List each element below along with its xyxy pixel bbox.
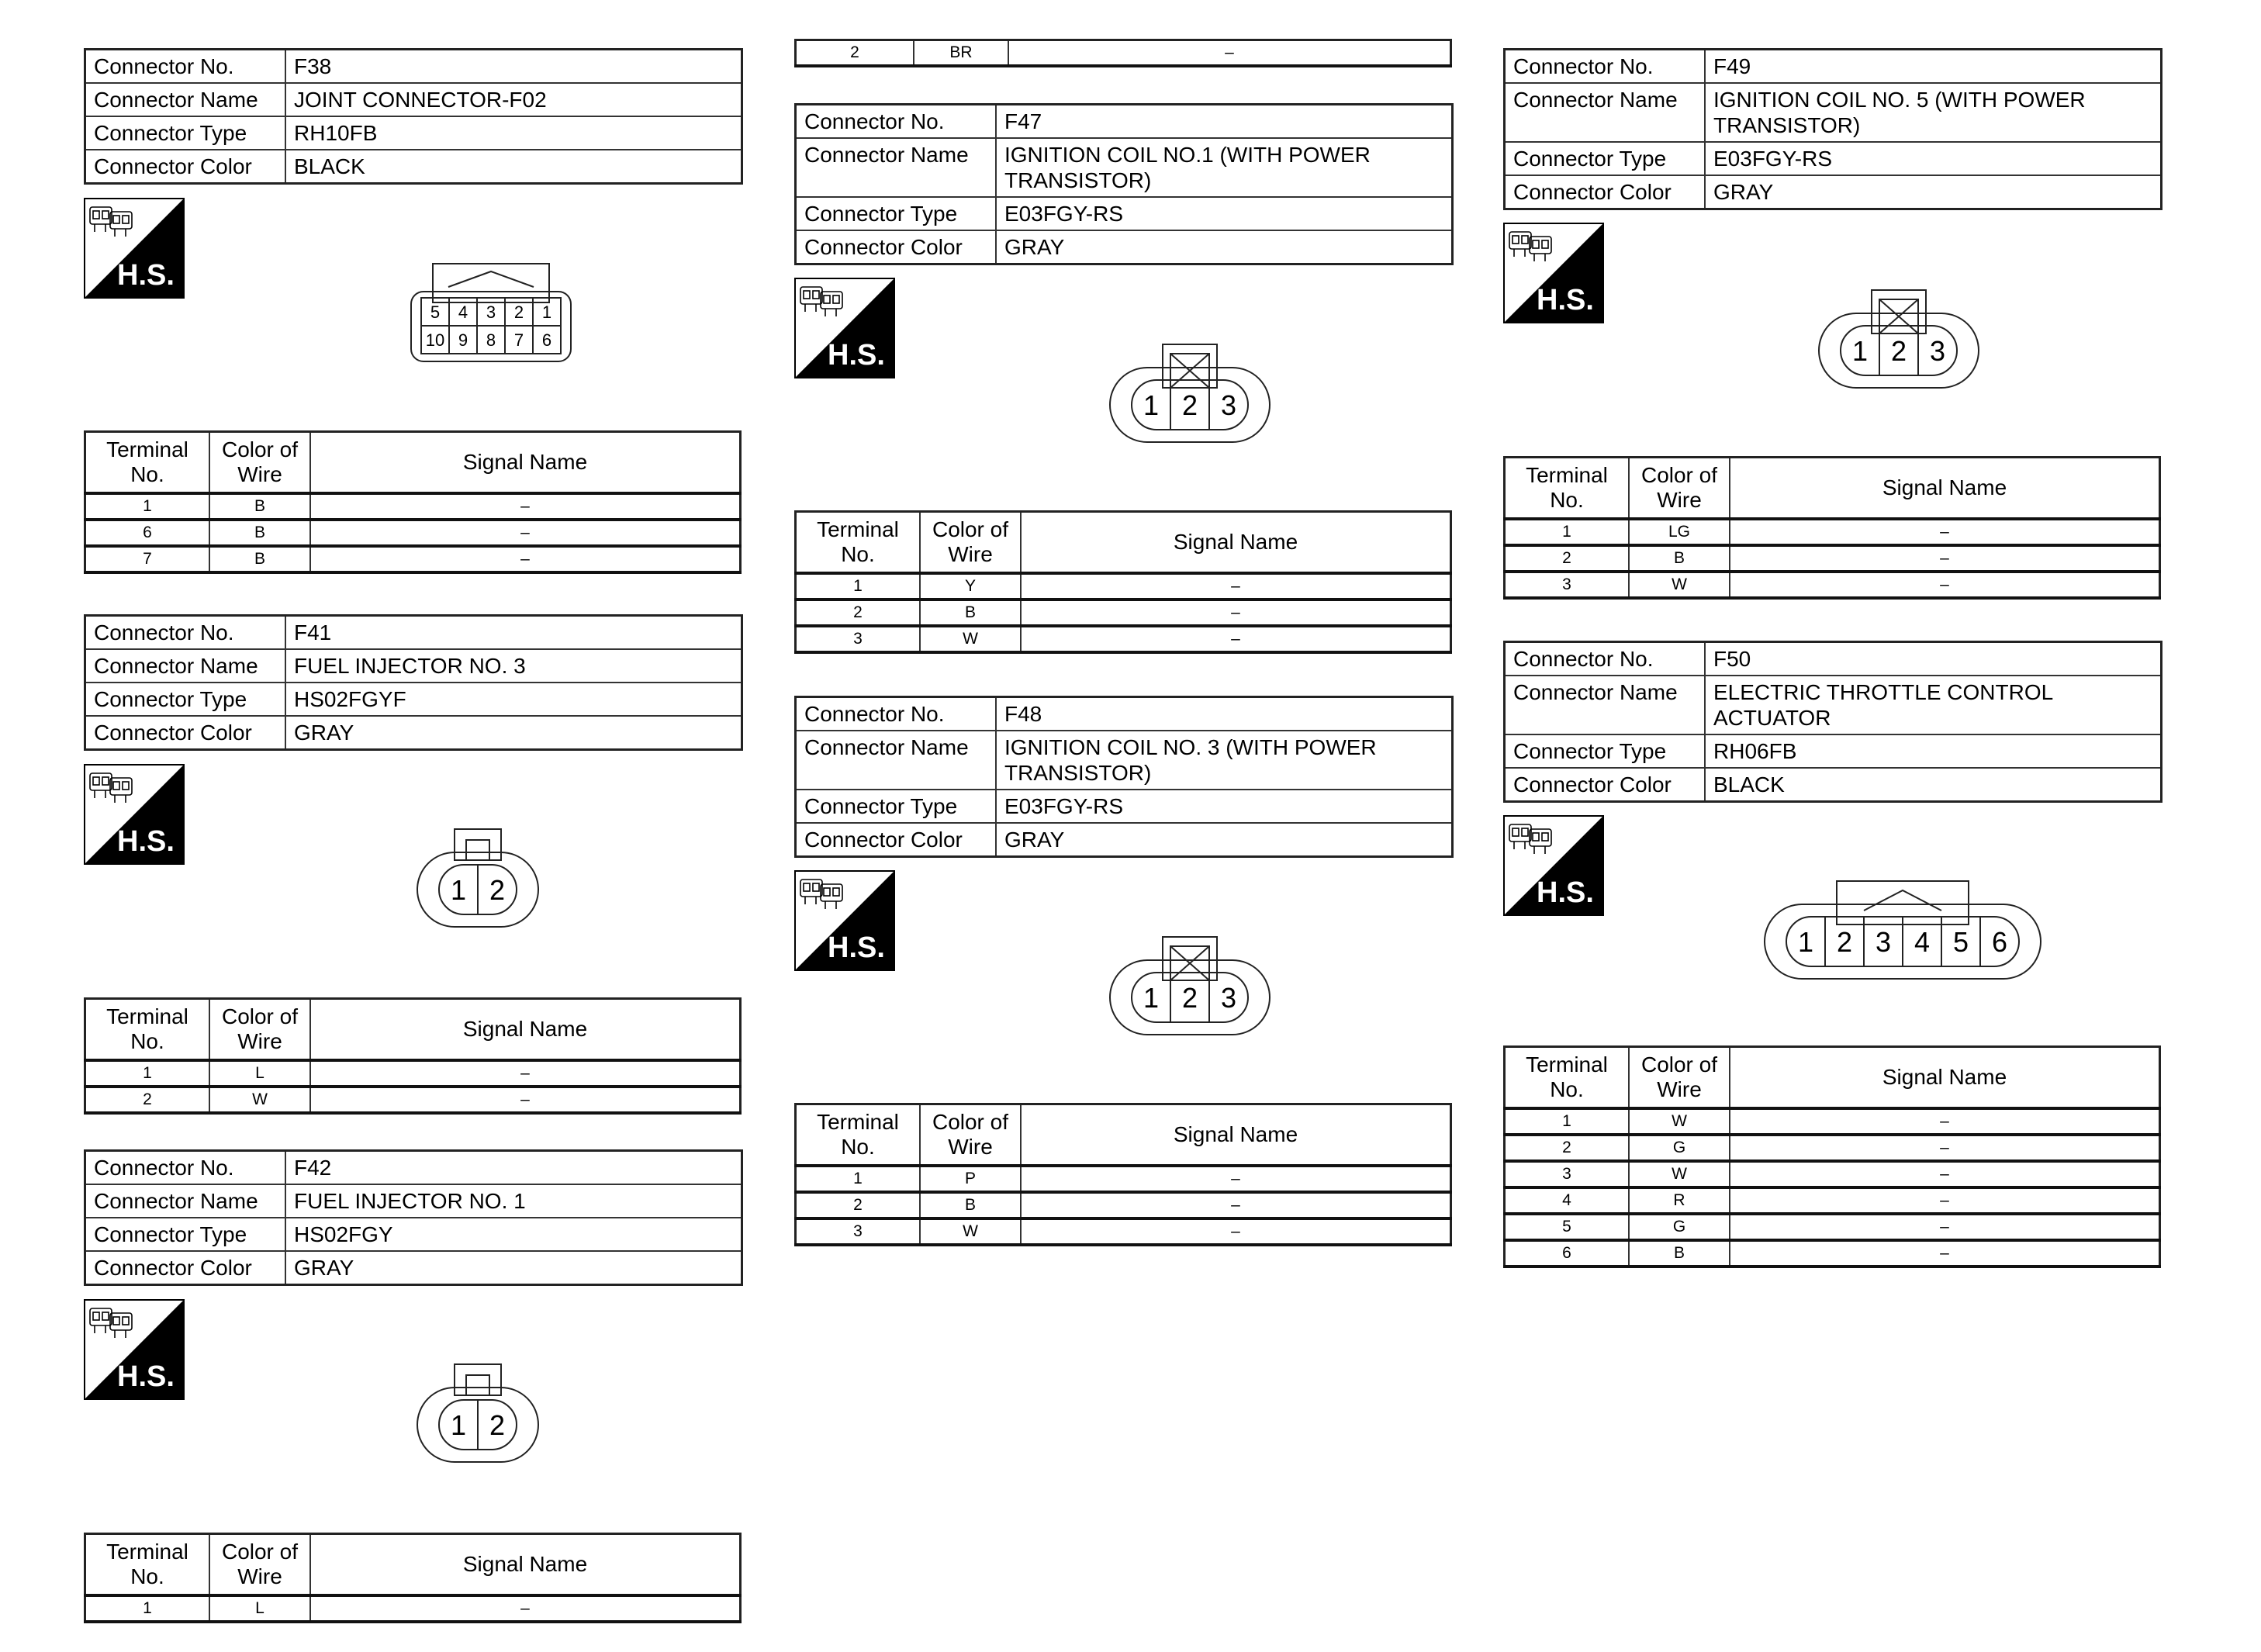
connector-type-label: Connector Type <box>1505 734 1706 768</box>
connector-type-value: E03FGY-RS <box>996 790 1453 823</box>
pin-number: 1 <box>1851 335 1869 367</box>
table-row <box>1505 1161 2160 1187</box>
connector-no-value: F42 <box>285 1151 742 1185</box>
connector-color-row <box>796 823 1453 857</box>
wire-color-cell: W <box>209 1087 310 1113</box>
connector-type-value: E03FGY-RS <box>996 197 1453 230</box>
connector-no-value: F49 <box>1705 50 2162 84</box>
terminal-no-header: Terminal No. <box>1505 1047 1630 1109</box>
latch-window <box>466 840 489 860</box>
latch-chevron <box>448 271 534 287</box>
wire-color-cell: B <box>920 600 1021 626</box>
table-row <box>796 573 1451 600</box>
pin-number: 2 <box>489 874 506 906</box>
connector-name-row <box>1505 83 2162 142</box>
wire-color-header: Color of Wire <box>1629 1047 1730 1109</box>
connector-no-label: Connector No. <box>1505 642 1706 676</box>
connector-color-row <box>85 1251 742 1285</box>
connector-no-value: F38 <box>285 50 742 84</box>
pin-number: 1 <box>541 302 552 322</box>
connector-name-row <box>1505 676 2162 734</box>
connector-face-diagram <box>1817 289 1980 389</box>
table-row <box>796 1166 1451 1192</box>
terminal-no-cell: 1 <box>1505 519 1630 545</box>
wire-color-cell: L <box>209 1060 310 1087</box>
wire-color-cell: L <box>209 1595 310 1622</box>
connector-info-table <box>794 696 1454 858</box>
wire-color-cell: B <box>209 520 310 546</box>
hs-label: H.S. <box>117 259 175 292</box>
hs-label: H.S. <box>828 339 885 372</box>
connector-type-value: HS02FGYF <box>285 683 742 716</box>
table-row <box>1505 1108 2160 1135</box>
connector-type-value: RH10FB <box>285 116 742 150</box>
terminal-no-header: Terminal No. <box>85 432 210 494</box>
table-row <box>796 40 1451 67</box>
latch-chevron <box>1864 890 1941 911</box>
table-row <box>796 1218 1451 1245</box>
signal-name-cell: – <box>1021 626 1451 652</box>
pin-number: 8 <box>486 330 496 350</box>
connector-color-label: Connector Color <box>796 823 997 857</box>
connector-face-diagram <box>1108 343 1271 444</box>
table-row <box>1505 572 2160 598</box>
terminal-no-cell: 2 <box>1505 1135 1630 1161</box>
wire-color-header: Color of Wire <box>920 1104 1021 1166</box>
connector-color-value: GRAY <box>285 716 742 750</box>
wire-color-cell: Y <box>920 573 1021 600</box>
connector-color-row <box>1505 768 2162 802</box>
pin-number: 2 <box>1836 926 1853 958</box>
table-row <box>796 626 1451 652</box>
signal-name-cell: – <box>1021 1192 1451 1218</box>
signal-name-cell: – <box>1021 1166 1451 1192</box>
connector-color-label: Connector Color <box>1505 175 1706 209</box>
connector-no-label: Connector No. <box>796 105 997 139</box>
signal-name-cell: – <box>1021 573 1451 600</box>
connector-harness-side-icon <box>1503 815 1604 916</box>
pin-number: 1 <box>450 1409 467 1441</box>
table-row <box>85 1595 741 1622</box>
table-row <box>1505 1240 2160 1267</box>
terminal-table <box>84 997 742 1115</box>
connector-name-label: Connector Name <box>796 731 997 790</box>
pin-number: 1 <box>1143 982 1160 1014</box>
connector-harness-side-icon <box>794 278 895 378</box>
connector-info-table <box>84 614 743 751</box>
table-row <box>1505 519 2160 545</box>
connector-type-label: Connector Type <box>85 1218 286 1251</box>
connector-name-label: Connector Name <box>85 649 286 683</box>
terminal-table-header <box>796 1104 1451 1166</box>
terminal-no-header: Terminal No. <box>796 512 921 574</box>
wire-color-header: Color of Wire <box>209 999 310 1061</box>
terminal-table <box>794 510 1452 654</box>
connector-face-diagram <box>416 1363 540 1464</box>
connector-name-value: IGNITION COIL NO. 3 (WITH POWER TRANSISTOR) <box>996 731 1453 790</box>
wire-color-cell: B <box>209 493 310 520</box>
terminal-table-header <box>1505 1047 2160 1109</box>
table-row <box>796 1192 1451 1218</box>
connector-name-label: Connector Name <box>796 138 997 197</box>
hs-label: H.S. <box>1537 876 1594 909</box>
wire-color-header: Color of Wire <box>209 1534 310 1596</box>
signal-name-cell: – <box>310 1060 741 1087</box>
terminal-table <box>84 430 742 574</box>
signal-name-cell: – <box>1730 519 2160 545</box>
connector-no-label: Connector No. <box>85 616 286 650</box>
table-row <box>85 1060 741 1087</box>
connector-type-row <box>85 1218 742 1251</box>
hs-label: H.S. <box>117 825 175 858</box>
terminal-no-cell: 5 <box>1505 1214 1630 1240</box>
wire-color-cell: B <box>1629 545 1730 572</box>
connector-color-row <box>85 150 742 184</box>
connector-color-label: Connector Color <box>85 716 286 750</box>
connector-info-table <box>1503 48 2162 210</box>
connector-name-row <box>796 731 1453 790</box>
pin-number: 5 <box>1952 926 1969 958</box>
wire-color-cell: W <box>1629 1108 1730 1135</box>
wire-color-cell: W <box>920 626 1021 652</box>
connector-type-label: Connector Type <box>796 197 997 230</box>
terminal-no-cell: 1 <box>85 1595 210 1622</box>
signal-name-header: Signal Name <box>310 432 741 494</box>
table-row <box>1505 545 2160 572</box>
table-row <box>1505 1187 2160 1214</box>
pin-number: 2 <box>1890 335 1907 367</box>
wire-color-cell: W <box>1629 572 1730 598</box>
connector-no-value: F41 <box>285 616 742 650</box>
terminal-no-cell: 4 <box>1505 1187 1630 1214</box>
pin-number: 2 <box>1181 982 1198 1014</box>
connector-type-row <box>796 197 1453 230</box>
signal-name-header: Signal Name <box>1730 1047 2160 1109</box>
connector-no-row <box>796 105 1453 139</box>
connector-type-label: Connector Type <box>85 683 286 716</box>
signal-name-cell: – <box>1730 1240 2160 1267</box>
signal-name-cell: – <box>310 520 741 546</box>
signal-name-header: Signal Name <box>1021 512 1451 574</box>
terminal-table-header <box>1505 458 2160 520</box>
connector-type-row <box>1505 142 2162 175</box>
connector-info-table <box>794 103 1454 265</box>
table-row <box>1505 1214 2160 1240</box>
wire-color-header: Color of Wire <box>920 512 1021 574</box>
connector-no-value: F50 <box>1705 642 2162 676</box>
terminal-no-header: Terminal No. <box>85 999 210 1061</box>
wire-color-cell: W <box>920 1218 1021 1245</box>
connector-type-value: HS02FGY <box>285 1218 742 1251</box>
connector-type-label: Connector Type <box>1505 142 1706 175</box>
connector-no-row <box>85 1151 742 1185</box>
connector-name-row <box>85 1184 742 1218</box>
connector-color-value: BLACK <box>285 150 742 184</box>
connector-color-label: Connector Color <box>796 230 997 264</box>
signal-name-cell: – <box>1730 1214 2160 1240</box>
wire-color-cell: BR <box>914 40 1008 67</box>
connector-name-row <box>796 138 1453 197</box>
pin-number: 6 <box>541 330 552 350</box>
connector-type-value: RH06FB <box>1705 734 2162 768</box>
hs-label: H.S. <box>1537 284 1594 316</box>
terminal-table-header <box>85 432 741 494</box>
terminal-no-header: Terminal No. <box>796 1104 921 1166</box>
connector-name-value: FUEL INJECTOR NO. 1 <box>285 1184 742 1218</box>
pin-number: 10 <box>425 330 445 350</box>
terminal-no-cell: 2 <box>796 1192 921 1218</box>
connector-face-diagram <box>1763 880 2042 980</box>
terminal-no-cell: 3 <box>796 1218 921 1245</box>
wire-color-cell: W <box>1629 1161 1730 1187</box>
terminal-no-header: Terminal No. <box>1505 458 1630 520</box>
pin-number: 3 <box>486 302 496 322</box>
signal-name-cell: – <box>1021 1218 1451 1245</box>
terminal-no-cell: 6 <box>1505 1240 1630 1267</box>
connector-name-value: IGNITION COIL NO.1 (WITH POWER TRANSISTOR) <box>996 138 1453 197</box>
connector-color-value: BLACK <box>1705 768 2162 802</box>
wire-color-cell: P <box>920 1166 1021 1192</box>
signal-name-cell: – <box>1730 1161 2160 1187</box>
connector-name-label: Connector Name <box>1505 83 1706 142</box>
connector-latch <box>455 829 501 860</box>
pin-number: 6 <box>1991 926 2008 958</box>
terminal-table-header <box>85 999 741 1061</box>
terminal-table <box>1503 1045 2161 1268</box>
signal-name-cell: – <box>1730 1108 2160 1135</box>
connector-color-label: Connector Color <box>85 1251 286 1285</box>
wire-color-cell: B <box>920 1192 1021 1218</box>
signal-name-cell: – <box>1730 572 2160 598</box>
terminal-no-cell: 2 <box>796 600 921 626</box>
terminal-no-cell: 3 <box>1505 572 1630 598</box>
wire-color-cell: G <box>1629 1135 1730 1161</box>
pin-number: 2 <box>489 1409 506 1441</box>
pin-number: 3 <box>1220 982 1237 1014</box>
signal-name-cell: – <box>310 1087 741 1113</box>
connector-no-label: Connector No. <box>85 50 286 84</box>
terminal-table <box>84 1533 742 1623</box>
terminal-no-header: Terminal No. <box>85 1534 210 1596</box>
signal-name-header: Signal Name <box>310 999 741 1061</box>
wire-color-header: Color of Wire <box>209 432 310 494</box>
terminal-no-cell: 2 <box>1505 545 1630 572</box>
latch-window <box>466 1375 489 1395</box>
connector-name-value: FUEL INJECTOR NO. 3 <box>285 649 742 683</box>
connector-latch <box>455 1364 501 1395</box>
table-row <box>1505 1135 2160 1161</box>
connector-info-table <box>84 1149 743 1286</box>
signal-name-header: Signal Name <box>1730 458 2160 520</box>
signal-name-cell: – <box>1730 1187 2160 1214</box>
terminal-no-cell: 2 <box>796 40 914 67</box>
connector-no-label: Connector No. <box>85 1151 286 1185</box>
connector-type-row <box>85 116 742 150</box>
connector-harness-side-icon <box>84 198 185 299</box>
connector-info-table <box>1503 641 2162 803</box>
terminal-no-cell: 1 <box>796 573 921 600</box>
table-row <box>796 600 1451 626</box>
connector-name-label: Connector Name <box>1505 676 1706 734</box>
connector-no-row <box>85 616 742 650</box>
connector-no-value: F47 <box>996 105 1453 139</box>
pin-number: 2 <box>513 302 524 322</box>
terminal-no-cell: 1 <box>1505 1108 1630 1135</box>
terminal-no-cell: 2 <box>85 1087 210 1113</box>
terminal-table-header <box>85 1534 741 1596</box>
connector-type-row <box>85 683 742 716</box>
terminal-no-cell: 1 <box>796 1166 921 1192</box>
terminal-table <box>1503 456 2161 600</box>
connector-color-value: GRAY <box>996 230 1453 264</box>
hs-label: H.S. <box>828 931 885 964</box>
connector-no-row <box>1505 50 2162 84</box>
connector-no-label: Connector No. <box>1505 50 1706 84</box>
connector-color-label: Connector Color <box>85 150 286 184</box>
carryover-terminal-table <box>794 39 1452 67</box>
connector-info-table <box>84 48 743 185</box>
connector-type-row <box>1505 734 2162 768</box>
connector-color-row <box>796 230 1453 264</box>
connector-color-value: GRAY <box>1705 175 2162 209</box>
signal-name-header: Signal Name <box>1021 1104 1451 1166</box>
signal-name-cell: – <box>1730 545 2160 572</box>
connector-harness-side-icon <box>1503 223 1604 323</box>
terminal-table-header <box>796 512 1451 574</box>
connector-harness-side-icon <box>84 1299 185 1400</box>
terminal-no-cell: 7 <box>85 546 210 572</box>
table-row <box>85 520 741 546</box>
connector-no-row <box>85 50 742 84</box>
table-row <box>85 493 741 520</box>
terminal-no-cell: 1 <box>85 493 210 520</box>
connector-no-label: Connector No. <box>796 697 997 731</box>
hs-label: H.S. <box>117 1360 175 1393</box>
connector-color-row <box>1505 175 2162 209</box>
terminal-table <box>794 1103 1452 1246</box>
connector-color-label: Connector Color <box>1505 768 1706 802</box>
signal-name-cell: – <box>1021 600 1451 626</box>
pin-number: 1 <box>1143 389 1160 421</box>
connector-name-value: JOINT CONNECTOR-F02 <box>285 83 742 116</box>
pin-number: 3 <box>1220 389 1237 421</box>
connector-type-row <box>796 790 1453 823</box>
signal-name-header: Signal Name <box>310 1534 741 1596</box>
wire-color-cell: R <box>1629 1187 1730 1214</box>
table-row <box>85 1087 741 1113</box>
pin-number: 3 <box>1875 926 1892 958</box>
pin-number: 4 <box>458 302 468 322</box>
signal-name-cell: – <box>310 493 741 520</box>
connector-face-diagram <box>416 828 540 928</box>
wire-color-header: Color of Wire <box>1629 458 1730 520</box>
signal-name-cell: – <box>1008 40 1451 67</box>
wire-color-cell: B <box>209 546 310 572</box>
connector-no-row <box>1505 642 2162 676</box>
pin-number: 5 <box>430 302 441 322</box>
pin-number: 2 <box>1181 389 1198 421</box>
connector-type-label: Connector Type <box>85 116 286 150</box>
terminal-no-cell: 3 <box>796 626 921 652</box>
signal-name-cell: – <box>1730 1135 2160 1161</box>
pin-number: 4 <box>1914 926 1931 958</box>
wire-color-cell: B <box>1629 1240 1730 1267</box>
pin-number: 1 <box>1797 926 1814 958</box>
pin-number: 9 <box>458 330 468 350</box>
connector-name-row <box>85 649 742 683</box>
signal-name-cell: – <box>310 1595 741 1622</box>
connector-latch <box>433 264 549 302</box>
connector-name-label: Connector Name <box>85 83 286 116</box>
terminal-no-cell: 3 <box>1505 1161 1630 1187</box>
table-row <box>85 546 741 572</box>
pin-number: 7 <box>513 330 524 350</box>
terminal-no-cell: 1 <box>85 1060 210 1087</box>
connector-type-label: Connector Type <box>796 790 997 823</box>
connector-name-value: ELECTRIC THROTTLE CONTROL ACTUATOR <box>1705 676 2162 734</box>
connector-name-value: IGNITION COIL NO. 5 (WITH POWER TRANSISTOR) <box>1705 83 2162 142</box>
connector-no-value: F48 <box>996 697 1453 731</box>
terminal-no-cell: 6 <box>85 520 210 546</box>
connector-no-row <box>796 697 1453 731</box>
wire-color-cell: LG <box>1629 519 1730 545</box>
pin-number: 1 <box>450 874 467 906</box>
signal-name-cell: – <box>310 546 741 572</box>
pin-number: 3 <box>1929 335 1946 367</box>
connector-name-label: Connector Name <box>85 1184 286 1218</box>
connector-color-value: GRAY <box>996 823 1453 857</box>
connector-face-diagram <box>410 262 572 363</box>
connector-face-diagram <box>1108 935 1271 1036</box>
connector-type-value: E03FGY-RS <box>1705 142 2162 175</box>
connector-harness-side-icon <box>84 764 185 865</box>
wire-color-cell: G <box>1629 1214 1730 1240</box>
connector-color-row <box>85 716 742 750</box>
connector-color-value: GRAY <box>285 1251 742 1285</box>
connector-name-row <box>85 83 742 116</box>
connector-harness-side-icon <box>794 870 895 971</box>
